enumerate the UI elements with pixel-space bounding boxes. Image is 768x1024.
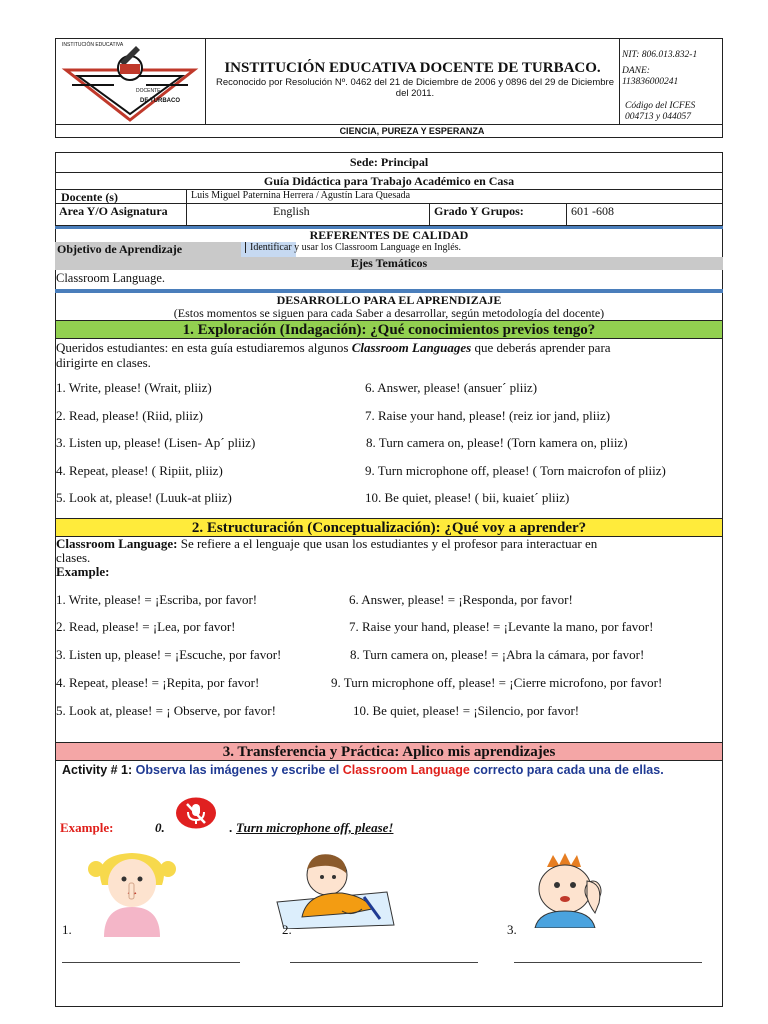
s1-right-4: 9. Turn microphone off, please! ( Torn maicrofon of pliiz) — [365, 463, 666, 478]
s2-left-3: 3. Listen up, please! = ¡Escuche, por favor! — [56, 647, 282, 662]
ejes-title: Ejes Temáticos — [55, 257, 723, 270]
logo-text-2: DOCENTE — [136, 88, 161, 94]
example-answer: Turn microphone off, please! — [236, 820, 394, 835]
area-value: English — [187, 204, 430, 225]
section2-example-label: Example: — [56, 564, 110, 579]
example-label: Example: — [60, 820, 114, 835]
docente-row — [55, 189, 723, 204]
section1-intro-a: Queridos estudiantes: en esta guía estudiaremos algunos — [56, 340, 352, 355]
s1-left-3: 3. Listen up, please! (Lisen- Ap´ pliiz) — [56, 435, 256, 450]
grado-label: Grado Y Grupos: — [430, 204, 567, 225]
activity-instruction — [62, 763, 664, 777]
sede-row: Sede: Principal — [349, 155, 429, 169]
s2-right-2: 7. Raise your hand, please! = ¡Levante la mano, por favor! — [349, 619, 654, 634]
grado-value: 601 -608 — [571, 204, 614, 218]
section3-title: 3. Transferencia y Práctica: Aplico mis aprendizajes — [55, 742, 723, 761]
s2-left-2: 2. Read, please! = ¡Lea, por favor! — [56, 619, 236, 634]
header-logo-divider — [205, 38, 206, 124]
area-label: Area Y/O Asignatura — [55, 204, 187, 225]
resolution-text: Reconocido por Resolución Nº. 0462 del 21 de Diciembre de 2006 y 0896 del 29 de Diciembre del 2011. — [216, 77, 614, 99]
desarrollo-subtitle: (Estos momentos se siguen para cada Saber a desarrollar, según metodología del docente) — [173, 306, 605, 320]
s2-left-4: 4. Repeat, please! = ¡Repita, por favor! — [56, 675, 260, 690]
section1-intro-b: Classroom Languages — [351, 340, 472, 355]
section2-definition — [56, 537, 721, 579]
activity-text-c: correcto para cada una de ellas. — [469, 763, 664, 777]
s1-left-5: 5. Look at, please! (Luuk-at pliiz) — [56, 490, 232, 505]
s2-left-5: 5. Look at, please! = ¡ Observe, por favor! — [56, 703, 276, 718]
activity-label: Activity # 1: — [62, 763, 133, 777]
docente-label: Docente (s) — [55, 190, 187, 203]
ejes-value: Classroom Language. — [56, 271, 166, 285]
section1-intro — [56, 340, 721, 370]
s1-right-5: 10. Be quiet, please! ( bii, kuaiet´ pliiz) — [365, 490, 570, 505]
s2-right-1: 6. Answer, please! = ¡Responda, por favor! — [349, 592, 573, 607]
quiet-girl-image — [82, 845, 182, 937]
section2-def-label: Classroom Language: — [56, 536, 178, 551]
dane-label: DANE: — [622, 66, 650, 76]
section2-def-text2: clases. — [56, 550, 91, 565]
s1-right-2: 7. Raise your hand, please! (reiz ior jand, pliiz) — [365, 408, 611, 423]
activity-text-b: Classroom Language — [342, 763, 470, 777]
docente-value: Luis Miguel Paternina Herrera / Agustín Lara Quesada — [191, 190, 411, 201]
answer-number-3: 3. — [507, 922, 517, 937]
s1-left-1: 1. Write, please! (Wrait, pliiz) — [56, 380, 212, 395]
guide-title: Guía Didáctica para Trabajo Académico en Casa — [263, 174, 515, 188]
header-right-divider — [619, 38, 620, 124]
s2-right-5: 10. Be quiet, please! = ¡Silencio, por favor! — [353, 703, 580, 718]
answer-blank-2[interactable] — [290, 962, 478, 963]
s1-right-3: 8. Turn camera on, please! (Torn kamera on, pliiz) — [366, 435, 628, 450]
icfes-label: Código del ICFES — [625, 101, 696, 111]
school-motto: CIENCIA, PUREZA Y ESPERANZA — [339, 126, 485, 136]
header-motto-divider — [55, 124, 723, 125]
section1-title: 1. Exploración (Indagación): ¿Qué conocimientos previos tengo? — [55, 320, 723, 339]
section2-def-text: Se refiere a el lenguaje que usan los estudiantes y el profesor para interactuar en — [177, 536, 598, 551]
example-dot: . — [229, 820, 233, 835]
section1-intro-d: dirigirte en clases. — [56, 355, 151, 370]
school-name: INSTITUCIÓN EDUCATIVA DOCENTE DE TURBACO. — [224, 60, 601, 76]
s2-right-3: 8. Turn camera on, please! = ¡Abra la cámara, por favor! — [350, 647, 645, 662]
area-row — [55, 204, 723, 226]
s2-left-1: 1. Write, please! = ¡Escriba, por favor! — [56, 592, 258, 607]
dane-value: 113836000241 — [622, 77, 679, 87]
objetivo-value: Identificar y usar los Classroom Language en Inglés. — [245, 242, 461, 253]
desarrollo-title: DESARROLLO PARA EL APRENDIZAJE — [276, 293, 502, 307]
sede-divider — [55, 172, 723, 173]
objetivo-label: Objetivo de Aprendizaje — [55, 242, 241, 257]
s2-right-4: 9. Turn microphone off, please! = ¡Cierre microfono, por favor! — [331, 675, 663, 690]
section1-intro-c: que deberás aprender para — [471, 340, 611, 355]
answer-blank-1[interactable] — [62, 962, 240, 963]
listening-boy-image — [525, 853, 607, 928]
referentes-title: REFERENTES DE CALIDAD — [309, 228, 469, 242]
school-logo — [58, 40, 202, 122]
objetivo-row — [55, 242, 723, 257]
microphone-off-icon — [175, 797, 217, 829]
example-number: 0. — [155, 820, 165, 835]
icfes-value: 004713 y 044057 — [625, 112, 691, 122]
s1-left-4: 4. Repeat, please! ( Ripiit, pliiz) — [56, 463, 223, 478]
section2-title: 2. Estructuración (Conceptualización): ¿Qué voy a aprender? — [55, 518, 723, 537]
answer-number-1: 1. — [62, 922, 72, 937]
s1-right-1: 6. Answer, please! (ansuer´ pliiz) — [365, 380, 538, 395]
answer-blank-3[interactable] — [514, 962, 702, 963]
activity-text-a: Observa las imágenes y escribe el — [132, 763, 343, 777]
answer-number-2: 2. — [282, 922, 292, 937]
logo-text-1: INSTITUCIÓN EDUCATIVA — [62, 42, 124, 48]
s1-left-2: 2. Read, please! (Riid, pliiz) — [56, 408, 203, 423]
writing-boy-image — [272, 847, 397, 929]
logo-text-3: DE TURBACO — [140, 98, 180, 104]
nit-text: NIT: 806.013.832-1 — [622, 50, 698, 60]
